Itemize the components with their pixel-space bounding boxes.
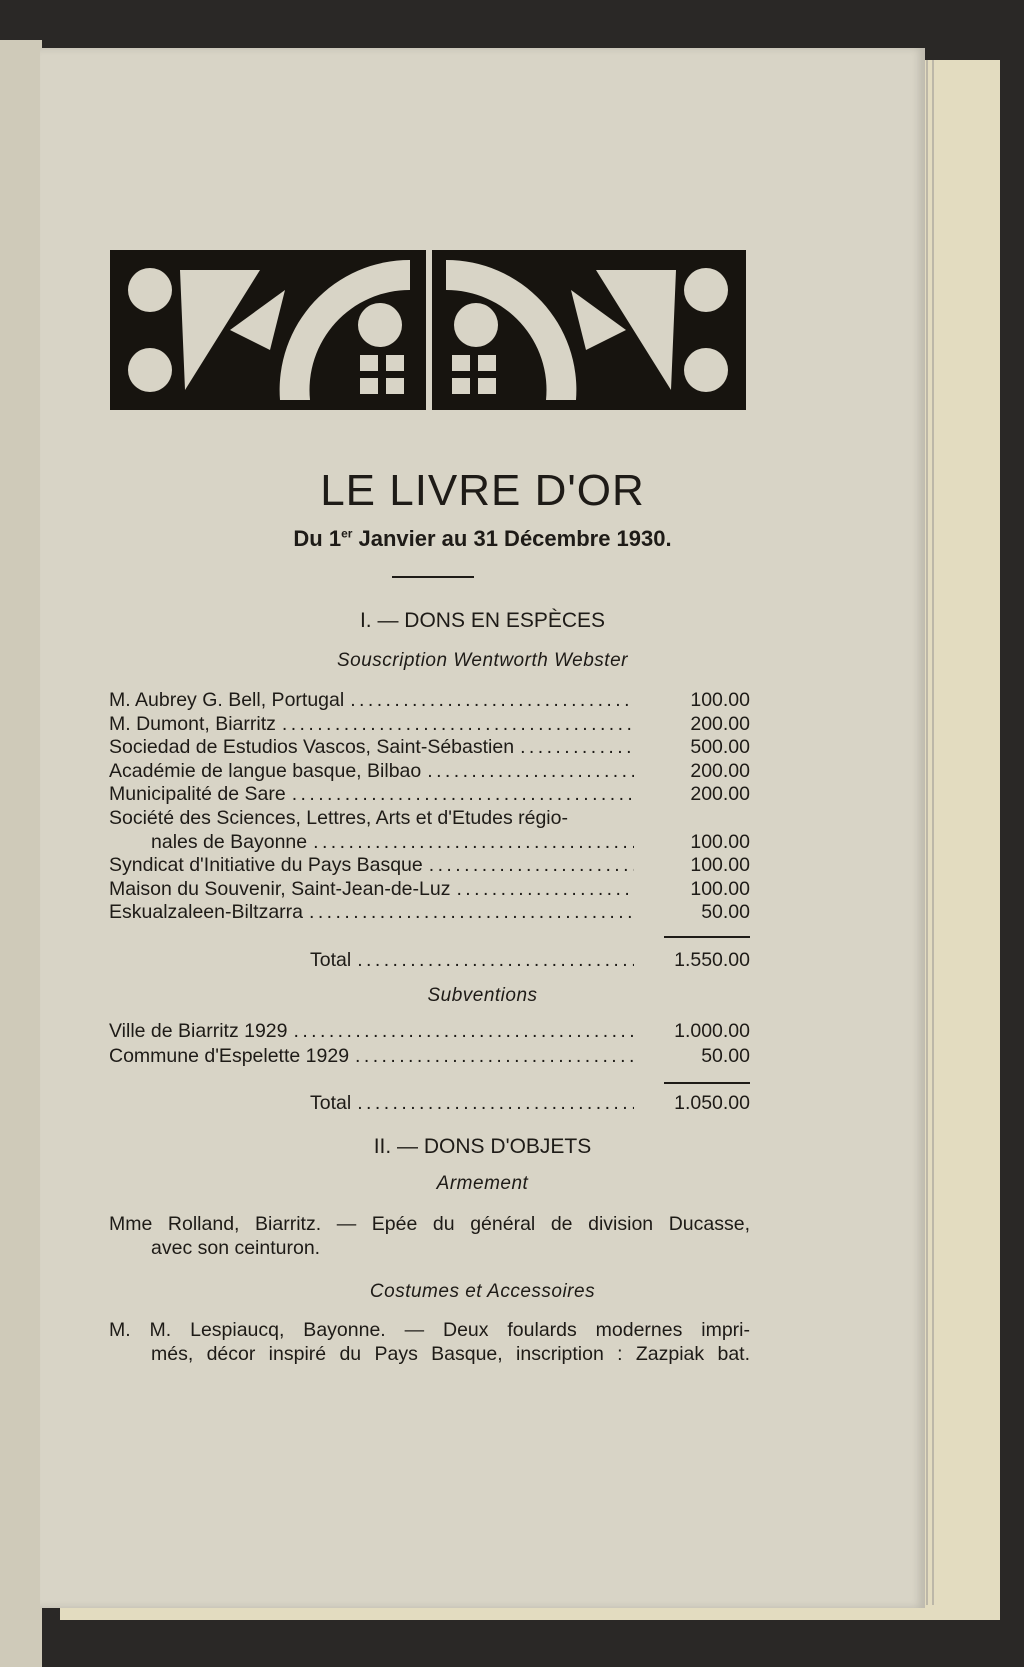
- section-heading-cash-donations: I. — DONS EN ESPÈCES: [359, 609, 606, 632]
- donation-row: [109, 759, 750, 783]
- donation-row: [109, 688, 750, 712]
- leader-dots: [294, 1019, 635, 1043]
- leader-dots: [427, 759, 634, 783]
- donation-row: [109, 830, 750, 854]
- donor-name: Maison du Souvenir, Saint-Jean-de-Luz: [109, 877, 451, 900]
- total-amount: 1.550.00: [674, 949, 750, 971]
- donation-amount: 200.00: [690, 712, 750, 735]
- page-title: LE LIVRE D'OR: [320, 466, 645, 515]
- leader-dots: [355, 1044, 634, 1068]
- date-range-subtitle: [40, 526, 925, 552]
- entry-line: avec son ceinturon.: [151, 1237, 321, 1259]
- donor-name: Municipalité de Sare: [109, 783, 286, 806]
- total-label: Total: [310, 1092, 352, 1114]
- subventions-total-row: [310, 1091, 750, 1115]
- leader-dots: [520, 735, 634, 759]
- donation-amount: 100.00: [690, 877, 750, 900]
- entry-line: Mme Rolland, Biarritz. — Epée du général de division Ducasse,: [109, 1213, 750, 1235]
- total-label: Total: [310, 949, 352, 971]
- donation-amount: 50.00: [701, 901, 750, 924]
- donation-amount: 100.00: [690, 689, 750, 711]
- donation-row: [109, 1044, 750, 1068]
- donation-amount: 100.00: [690, 830, 750, 853]
- basque-ornament: [110, 250, 746, 410]
- subsection-heading-costumes: Costumes et Accessoires: [369, 1281, 596, 1302]
- donation-row: [109, 735, 750, 759]
- page-edge: [932, 60, 934, 1605]
- leader-dots: [282, 712, 634, 736]
- subsection-heading-subventions: Subventions: [427, 985, 538, 1006]
- donation-amount: 50.00: [701, 1045, 750, 1067]
- donation-amount: 200.00: [690, 783, 750, 806]
- leader-dots: [309, 900, 634, 924]
- subsection-heading-subscription: Souscription Wentworth Webster: [337, 650, 628, 671]
- leader-dots: [357, 948, 634, 972]
- facing-page-edge: [0, 40, 42, 1667]
- leader-dots: [456, 877, 634, 901]
- subtitle-rest: Janvier au 31 Décembre 1930.: [352, 526, 672, 551]
- donation-row: [109, 782, 750, 806]
- donation-row: [109, 877, 750, 901]
- page-edge: [926, 60, 928, 1605]
- donor-name: M. Aubrey G. Bell, Portugal: [109, 689, 345, 711]
- donor-name: Eskualzaleen-Biltzarra: [109, 901, 304, 924]
- donor-name: Société des Sciences, Lettres, Arts et d'Etudes régio-: [109, 807, 568, 829]
- donor-name: Commune d'Espelette 1929: [109, 1045, 350, 1067]
- donor-name: M. Dumont, Biarritz: [109, 712, 276, 735]
- section-heading-object-donations: II. — DONS D'OBJETS: [373, 1135, 592, 1158]
- total-rule: [664, 936, 750, 938]
- donation-amount: 500.00: [690, 736, 750, 759]
- total-rule: [664, 1082, 750, 1084]
- donation-row: [109, 900, 750, 924]
- donor-name: Syndicat d'Initiative du Pays Basque: [109, 854, 423, 877]
- donation-row: [109, 1019, 750, 1043]
- leader-dots: [350, 688, 634, 712]
- divider: [392, 576, 474, 578]
- leader-dots: [292, 782, 634, 806]
- donation-row: [109, 712, 750, 736]
- donor-name: nales de Bayonne: [151, 830, 308, 853]
- leader-dots: [357, 1091, 634, 1115]
- leader-dots: [429, 853, 634, 877]
- donor-name: Académie de langue basque, Bilbao: [109, 759, 422, 782]
- subtitle-prefix: Du 1: [293, 526, 342, 551]
- donation-amount: 100.00: [690, 854, 750, 877]
- armement-entry: [109, 1212, 750, 1260]
- subsection-heading-armement: Armement: [436, 1173, 529, 1194]
- subscription-total-row: [310, 948, 750, 972]
- donor-name: Ville de Biarritz 1929: [109, 1020, 288, 1042]
- total-amount: 1.050.00: [674, 1092, 750, 1114]
- subtitle-superscript: er: [341, 526, 353, 541]
- entry-line: M. M. Lespiaucq, Bayonne. — Deux foulards modernes impri-: [109, 1319, 750, 1341]
- donor-name: Sociedad de Estudios Vascos, Saint-Sébastien: [109, 736, 515, 759]
- leader-dots: [313, 830, 634, 854]
- donation-amount: 1.000.00: [674, 1020, 750, 1042]
- donation-row: [109, 853, 750, 877]
- donation-row: [109, 806, 750, 830]
- costumes-entry: [109, 1318, 750, 1366]
- entry-line: més, décor inspiré du Pays Basque, inscription : Zazpiak bat.: [151, 1343, 750, 1365]
- donation-amount: 200.00: [690, 759, 750, 782]
